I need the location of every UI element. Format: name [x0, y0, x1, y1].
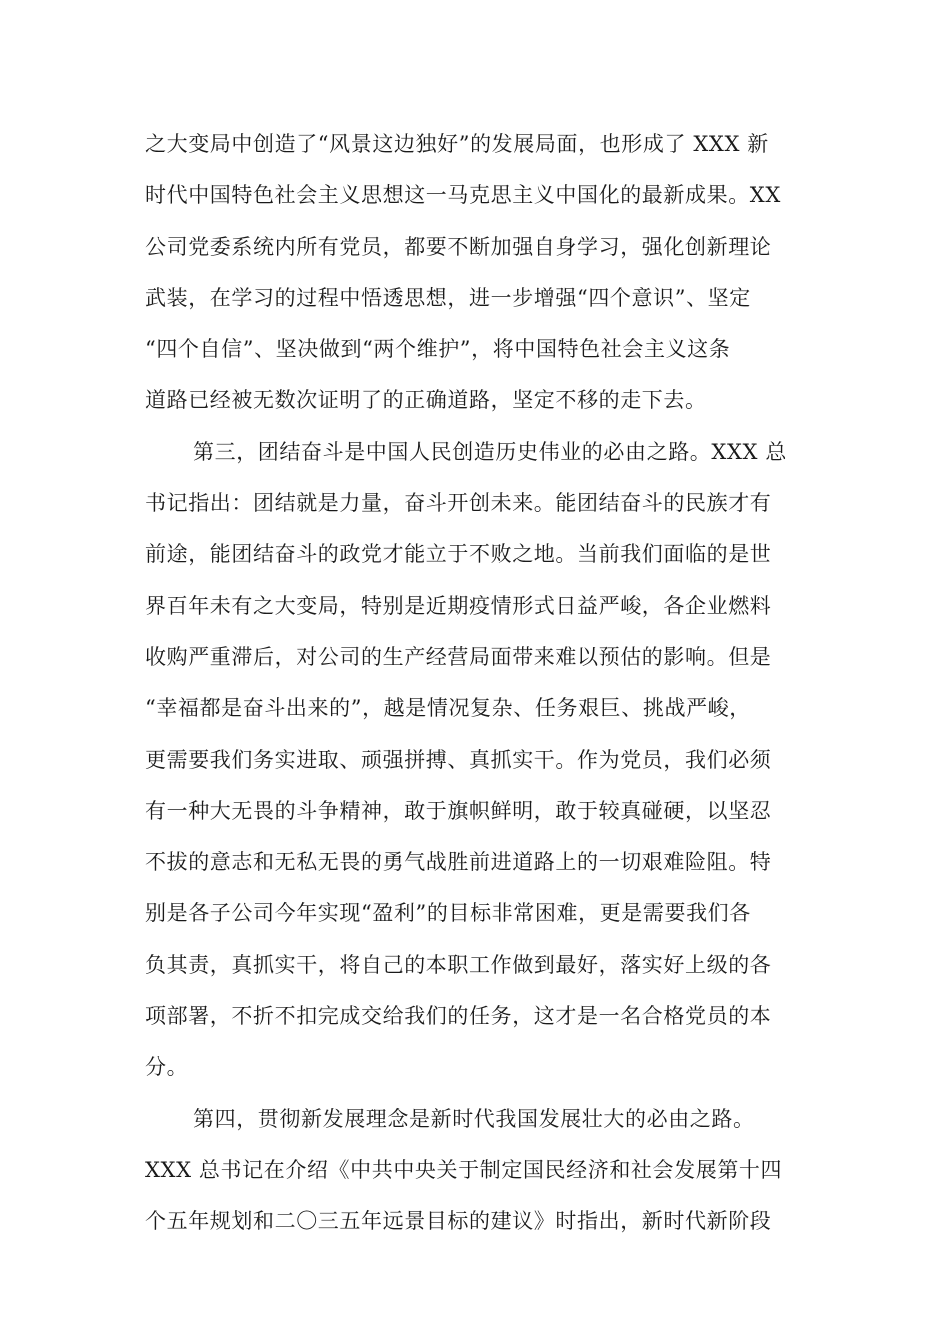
- text-line: 不拔的意志和无私无畏的勇气战胜前进道路上的一切艰难险阻。特: [145, 850, 772, 875]
- text-line: 道路已经被无数次证明了的正确道路，坚定不移的走下去。: [145, 388, 707, 413]
- text-line: XXX 总书记在介绍《中共中央关于制定国民经济和社会发展第十四: [145, 1157, 783, 1182]
- text-line: 更需要我们务实进取、顽强拼搏、真抓实干。作为党员，我们必须: [145, 747, 772, 772]
- text-line: 收购严重滞后，对公司的生产经营局面带来难以预估的影响。但是: [145, 644, 772, 669]
- text-line: 书记指出：团结就是力量，奋斗开创未来。能团结奋斗的民族才有: [145, 491, 772, 516]
- text-line: 有一种大无畏的斗争精神，敢于旗帜鲜明，敢于较真碰硬，以坚忍: [145, 798, 772, 823]
- text-line: “四个自信”、坚决做到“两个维护”，将中国特色社会主义这条: [145, 337, 731, 362]
- text-line: 时代中国特色社会主义思想这一马克思主义中国化的最新成果。XX: [145, 183, 781, 208]
- body-text: [145, 119, 795, 1248]
- text-line: 负其责，真抓实干，将自己的本职工作做到最好，落实好上级的各: [145, 952, 772, 977]
- text-line: 项部署，不折不扣完成交给我们的任务，这才是一名合格党员的本: [145, 1004, 772, 1029]
- paragraph-start-line: 第四，贯彻新发展理念是新时代我国发展壮大的必由之路。: [193, 1106, 755, 1131]
- text-line: 界百年未有之大变局，特别是近期疫情形式日益严峻，各企业燃料: [145, 593, 772, 618]
- text-line: 别是各子公司今年实现“盈利”的目标非常困难，更是需要我们各: [145, 901, 751, 926]
- text-line: 武装，在学习的过程中悟透思想，进一步增强“四个意识”、坚定: [145, 285, 751, 310]
- paragraph-start-line: 第三，团结奋斗是中国人民创造历史伟业的必由之路。XXX 总: [193, 439, 787, 464]
- text-line: 分。: [145, 1055, 189, 1080]
- text-line: 公司党委系统内所有党员，都要不断加强自身学习，强化创新理论: [145, 234, 772, 259]
- text-line: “幸福都是奋斗出来的”，越是情况复杂、任务艰巨、挑战严峻，: [145, 696, 751, 721]
- text-line: 前途，能团结奋斗的政党才能立于不败之地。当前我们面临的是世: [145, 542, 772, 567]
- text-line: 之大变局中创造了“风景这边独好”的发展局面，也形成了 XXX 新: [145, 132, 769, 156]
- text-line: 个五年规划和二〇三五年远景目标的建议》时指出，新时代新阶段: [145, 1209, 772, 1234]
